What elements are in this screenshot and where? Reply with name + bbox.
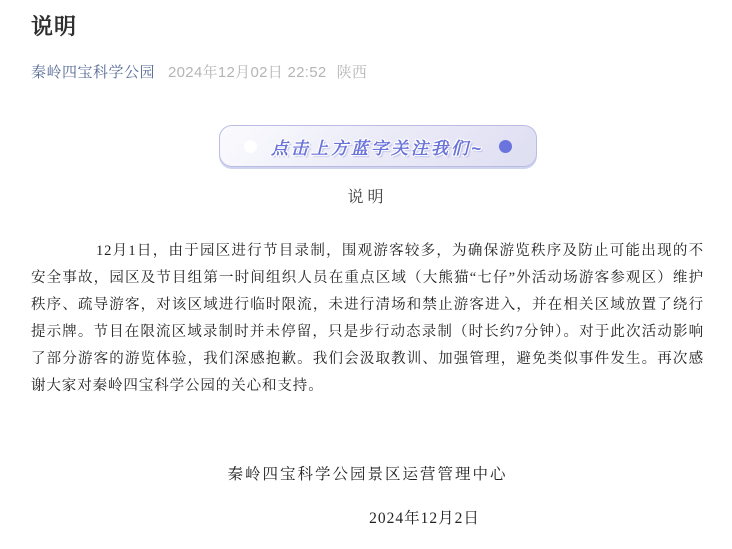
follow-banner-label: 点击上方蓝字关注我们~ xyxy=(271,138,484,158)
follow-banner-button[interactable] xyxy=(219,125,537,167)
article-subtitle: 说明 xyxy=(347,189,388,206)
follow-banner-row xyxy=(31,125,704,167)
banner-right-dot-icon xyxy=(499,140,512,153)
article-paragraph: 12月1日，由于园区进行节目录制，围观游客较多，为确保游览秩序及防止可能出现的不安全事故，园区及节目组第一时间组织人员在重点区域（大熊猫“七仔”外活动场游客参观区）维护秩序、疏导游客，对该区域进行临时限流，未进行清场和禁止游客进入，并在相关区域放置了绕行提示牌。节目在限流区域录制时并未停留，只是步行动态录制（时长约7分钟）。对于此次活动影响了部分游客的游览体验，我们深感抱歉。我们会汲取教训、加强管理，避免类似事件发生。再次感谢大家对秦岭四宝科学公园的关心和支持。 xyxy=(31,243,704,394)
publish-datetime: 2024年12月02日 22:52 xyxy=(168,64,327,81)
publish-location: 陕西 xyxy=(336,64,368,81)
page-title: 说明 xyxy=(31,14,78,39)
byline xyxy=(31,61,704,82)
account-name-link[interactable]: 秦岭四宝科学公园 xyxy=(31,64,156,81)
article-signature: 秦岭四宝科学公园景区运营管理中心 xyxy=(227,466,508,483)
banner-left-dot-icon xyxy=(244,140,257,153)
article-date: 2024年12月2日 xyxy=(369,510,480,527)
